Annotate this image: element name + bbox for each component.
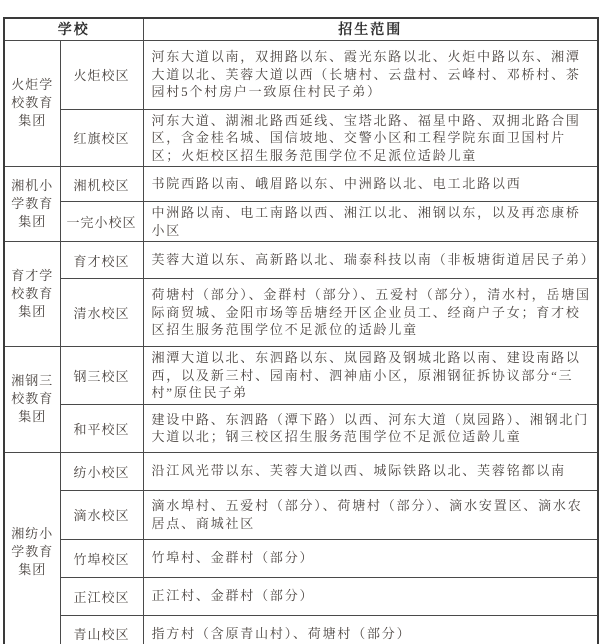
scope-cell: 书院西路以南、峨眉路以东、中洲路以北、电工北路以西 [143,167,598,202]
group-name-cell: 湘机小学教育集团 [4,167,60,242]
table-row [4,279,598,347]
campus-name-cell: 钢三校区 [60,347,143,405]
scope-cell: 荷塘村（部分）、金群村（部分）、五爱村（部分），清水村，岳塘国际商贸城、金阳市场等岳塘经开区企业员工、经商户子女；育才校区招生服务范围学位不足派位的适龄儿童 [143,279,598,347]
table-row [4,615,598,644]
scope-cell: 滴水埠村、五爱村（部分）、荷塘村（部分）、滴水安置区、滴水农居点、商城社区 [143,490,598,539]
scope-cell: 沿江风光带以东、芙蓉大道以西、城际铁路以北、芙蓉铭都以南 [143,452,598,490]
campus-name-cell: 滴水校区 [60,490,143,539]
scope-cell: 河东大道以南，双拥路以东、霞光东路以北、火炬中路以东、湘潭大道以北、芙蓉大道以西（长塘村、云盘村、云峰村、邓桥村、茶园村5个村房户一致原住村民子弟） [143,40,598,109]
table-row [4,167,598,202]
campus-name-cell: 育才校区 [60,242,143,279]
campus-name-cell: 纺小校区 [60,452,143,490]
table-row [4,490,598,539]
scope-cell: 河东大道、湖湘北路西延线、宝塔北路、福星中路、双拥北路合围区，含金桂名城、国信坡地、交警小区和工程学院东面卫国村片区；火炬校区招生服务范围学位不足派位适龄儿童 [143,109,598,167]
campus-name-cell: 湘机校区 [60,167,143,202]
table-row [4,577,598,615]
table-row [4,404,598,452]
table-row [4,109,598,167]
campus-name-cell: 青山校区 [60,615,143,644]
scope-cell: 竹埠村、金群村（部分） [143,539,598,577]
campus-name-cell: 一完小校区 [60,202,143,242]
group-name-cell: 火炬学校教育集团 [4,40,60,167]
scope-cell: 正江村、金群村（部分） [143,577,598,615]
enrollment-zone-table [3,17,599,644]
table-row [4,40,598,109]
scope-cell: 建设中路、东泗路（潭下路）以西、河东大道（岚园路）、湘钢北门大道以北；钢三校区招生服务范围学位不足派位适龄儿童 [143,404,598,452]
group-name-cell: 湘纺小学教育集团 [4,452,60,644]
group-name-cell: 育才学校教育集团 [4,242,60,347]
table-row [4,242,598,279]
campus-name-cell: 清水校区 [60,279,143,347]
table-row [4,202,598,242]
table-row [4,452,598,490]
group-name-cell: 湘钢三校教育集团 [4,347,60,453]
scope-cell: 湘潭大道以北、东泗路以东、岚园路及钢城北路以南、建设南路以西，以及新三村、园南村、泗神庙小区，原湘钢征拆协议部分“三村”原住民子弟 [143,347,598,405]
table-row [4,347,598,405]
table-header-row [4,18,598,40]
table-row [4,539,598,577]
campus-name-cell: 正江校区 [60,577,143,615]
scope-cell: 中洲路以南、电工南路以西、湘江以北、湘钢以东，以及再恋康桥小区 [143,202,598,242]
campus-name-cell: 红旗校区 [60,109,143,167]
campus-name-cell: 和平校区 [60,404,143,452]
scope-cell: 指方村（含原青山村）、荷塘村（部分） [143,615,598,644]
campus-name-cell: 火炬校区 [60,40,143,109]
school-column-header: 学校 [4,18,143,40]
scope-column-header: 招生范围 [143,18,598,40]
table-body [4,40,598,644]
campus-name-cell: 竹埠校区 [60,539,143,577]
scope-cell: 芙蓉大道以东、高新路以北、瑞泰科技以南（非板塘街道居民子弟） [143,242,598,279]
